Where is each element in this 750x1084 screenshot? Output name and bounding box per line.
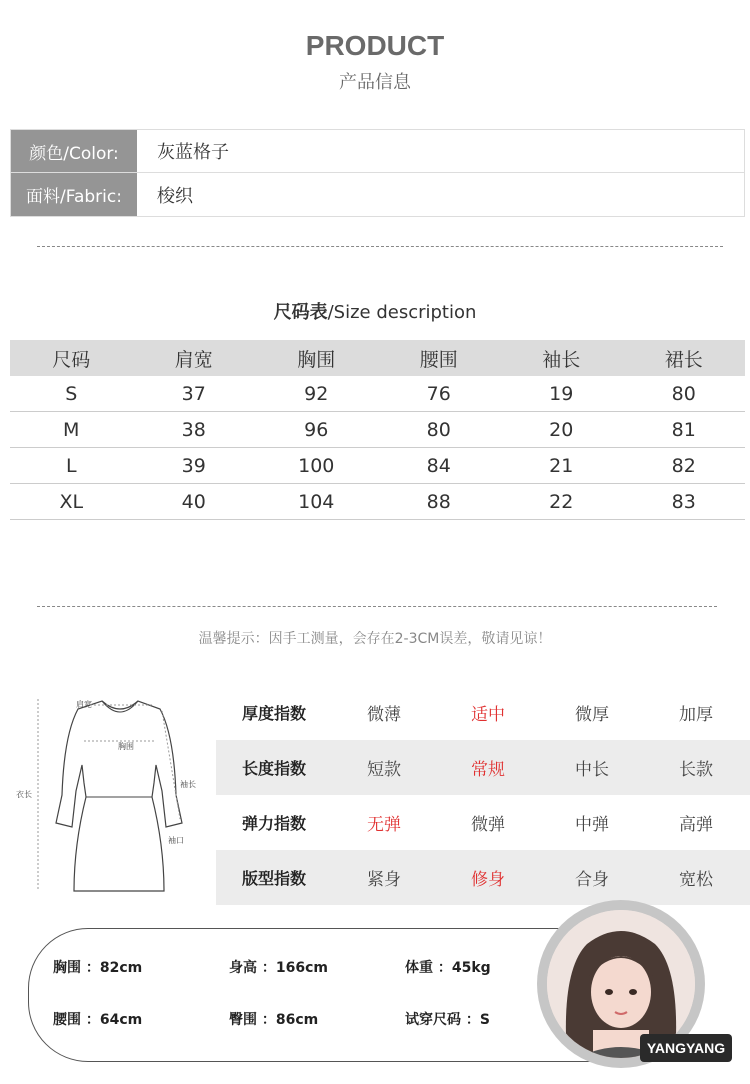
size-header-cell: 裙长 (664, 348, 703, 371)
size-table-title (0, 298, 750, 324)
index-option: 宽松 (679, 870, 713, 890)
table-row (10, 448, 745, 484)
index-option-selected: 无弹 (367, 815, 401, 835)
size-cell: XL (59, 490, 84, 513)
info-label: 面料/Fabric: (11, 173, 137, 216)
size-cell: 96 (304, 418, 329, 441)
size-cell: 92 (304, 382, 329, 405)
size-header-cell: 尺码 (52, 348, 91, 371)
sketch-label-sleeve: 袖长 (180, 780, 196, 789)
size-title-rest: /Size description (327, 302, 477, 323)
index-option: 高弹 (679, 815, 713, 835)
index-option: 短款 (367, 760, 401, 780)
product-title-en: PRODUCT (305, 30, 445, 61)
table-row (10, 484, 745, 520)
index-option: 合身 (575, 870, 609, 890)
size-title-bold: 尺码表 (273, 302, 328, 323)
size-header-cell: 胸围 (297, 348, 336, 371)
dashed-divider (37, 606, 717, 607)
size-cell: 37 (181, 382, 206, 405)
size-header-cell: 肩宽 (174, 348, 213, 371)
size-table (10, 340, 745, 520)
size-cell: 82 (671, 454, 696, 477)
table-row (10, 376, 745, 412)
model-hip: 臀围 ：86cm (229, 1012, 319, 1028)
size-cell: 38 (181, 418, 206, 441)
index-label: 长度指数 (241, 759, 306, 778)
size-cell: 81 (671, 418, 696, 441)
size-cell: 20 (549, 418, 574, 441)
size-cell: 83 (671, 490, 696, 513)
model-try-size: 试穿尺码 ：S (405, 1012, 490, 1028)
sketch-label-length: 衣长 (16, 790, 32, 799)
size-cell: 104 (298, 490, 335, 513)
size-cell: 100 (298, 454, 335, 477)
index-option-selected: 修身 (471, 870, 505, 890)
size-header-cell: 腰围 (419, 348, 458, 371)
model-chest: 胸围 ：82cm (53, 960, 143, 976)
index-row-elasticity (216, 795, 750, 850)
index-label: 弹力指数 (241, 814, 306, 833)
model-weight: 体重 ：45kg (405, 960, 491, 976)
size-cell: 21 (549, 454, 574, 477)
size-cell: 19 (549, 382, 574, 405)
fabric-index-table (216, 685, 750, 905)
size-cell: 39 (181, 454, 206, 477)
sketch-label-shoulder: 肩宽 (76, 700, 92, 709)
index-option: 微薄 (367, 705, 401, 725)
measurement-tip: 温馨提示：因手工测量，会存在2-3CM误差，敬请见谅！ (198, 631, 552, 647)
product-info-table (10, 129, 745, 217)
index-row-length (216, 740, 750, 795)
table-row (10, 412, 745, 448)
size-cell: L (65, 454, 77, 477)
size-cell: 80 (426, 418, 451, 441)
info-value: 灰蓝格子 (157, 142, 229, 163)
info-value: 梭织 (157, 185, 193, 207)
index-option: 中长 (575, 760, 609, 780)
index-option: 中弹 (575, 815, 609, 835)
index-row-fit (216, 850, 750, 905)
index-option: 微弹 (471, 815, 505, 835)
size-cell: 80 (671, 382, 696, 405)
size-header-cell: 袖长 (542, 348, 581, 371)
index-option: 加厚 (679, 705, 713, 725)
size-cell: M (63, 418, 80, 441)
product-header (0, 30, 750, 94)
size-cell: 84 (426, 454, 451, 477)
index-option-selected: 适中 (471, 705, 505, 725)
size-cell: 40 (181, 490, 206, 513)
index-option-selected: 常规 (471, 760, 505, 780)
index-option: 紧身 (367, 870, 401, 890)
size-cell: 76 (426, 382, 451, 405)
size-table-header (10, 340, 745, 376)
size-cell: S (65, 382, 78, 405)
dress-sketch-icon (14, 695, 204, 895)
product-title-cn: 产品信息 (339, 72, 411, 93)
model-waist: 腰围 ：64cm (53, 1012, 143, 1028)
index-label: 厚度指数 (241, 704, 306, 723)
size-cell: 22 (549, 490, 574, 513)
info-label: 颜色/Color: (11, 130, 137, 172)
model-name-badge: YANGYANG (640, 1034, 732, 1062)
index-option: 微厚 (575, 705, 609, 725)
info-row-fabric (11, 173, 744, 216)
sketch-label-cuff: 袖口 (168, 836, 184, 845)
index-option: 长款 (679, 760, 713, 780)
model-height: 身高 ：166cm (229, 960, 328, 976)
index-label: 版型指数 (241, 869, 306, 888)
info-row-color (11, 130, 744, 173)
sketch-label-chest: 胸围 (118, 742, 134, 751)
size-cell: 88 (426, 490, 451, 513)
dashed-divider (37, 246, 723, 247)
index-row-thickness (216, 685, 750, 740)
